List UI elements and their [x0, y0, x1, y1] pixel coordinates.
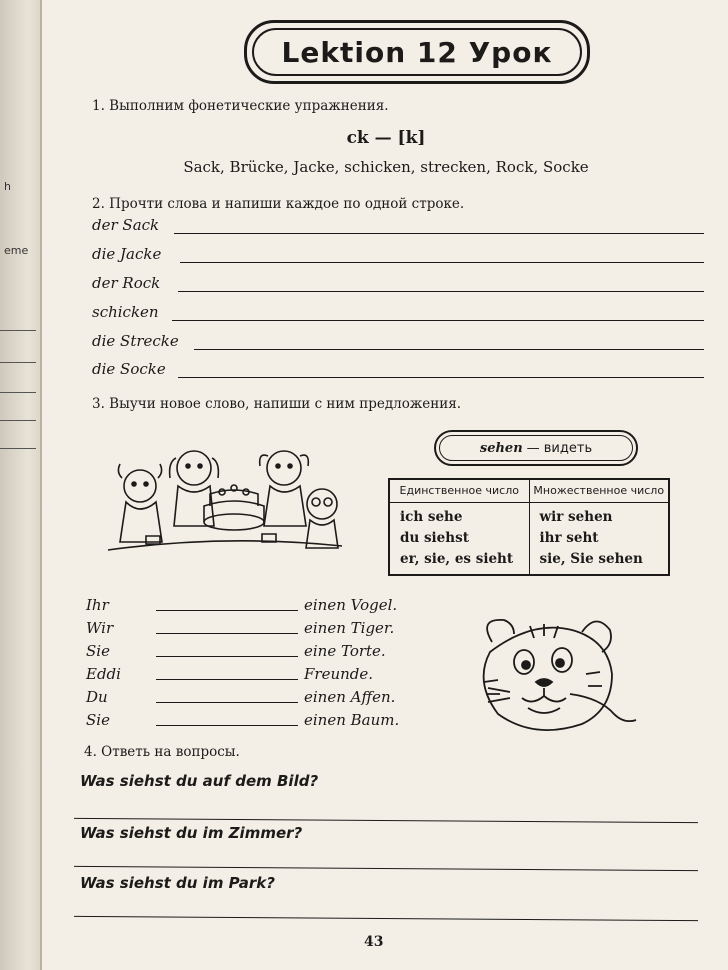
- writing-word: schicken: [92, 303, 159, 321]
- sentence-rest: einen Vogel.: [304, 596, 398, 614]
- sentence-blank: [156, 702, 298, 703]
- answer-line: [74, 916, 698, 921]
- conjugation-form: wir sehen: [539, 508, 613, 525]
- task1-heading: 1. Выполним фонетические упражнения.: [92, 98, 389, 114]
- question-text: Was siehst du im Zimmer?: [80, 824, 303, 842]
- page-number: 43: [364, 934, 384, 950]
- sentence-blank: [156, 656, 298, 657]
- sentence-blank: [156, 725, 298, 726]
- conjugation-form: er, sie, es sieht: [400, 550, 514, 567]
- gutter-line: [0, 330, 36, 331]
- gutter-fragment: h: [4, 180, 11, 193]
- sentence-rest: einen Baum.: [304, 711, 400, 729]
- workbook-page: [44, 0, 728, 970]
- sentence-subject: Wir: [86, 619, 114, 637]
- tiger-head-illustration: [470, 612, 640, 736]
- gutter-line: [0, 420, 36, 421]
- writing-word: der Sack: [92, 216, 160, 234]
- answer-line: [74, 818, 698, 823]
- task3-heading: 3. Выучи новое слово, напиши с ним предложения.: [92, 396, 462, 412]
- writing-row: [92, 272, 704, 296]
- gutter-line: [0, 362, 36, 363]
- answer-line: [74, 866, 698, 871]
- writing-row: [92, 330, 704, 354]
- fill-in-sentence: [86, 617, 395, 639]
- question-text: Was siehst du im Park?: [80, 874, 275, 892]
- gutter-line: [0, 392, 36, 393]
- writing-word: die Strecke: [92, 332, 179, 350]
- vocab-word: sehen: [479, 440, 523, 456]
- sentence-rest: einen Tiger.: [304, 619, 395, 637]
- sentence-rest: einen Affen.: [304, 688, 396, 706]
- fill-in-sentence: [86, 686, 396, 708]
- singular-forms: [389, 502, 529, 574]
- fill-in-sentence: [86, 709, 400, 731]
- table-header-plural: Множественное число: [529, 479, 669, 502]
- writing-word: die Jacke: [92, 245, 162, 263]
- sentence-subject: Sie: [86, 711, 110, 729]
- conjugation-form: ihr seht: [539, 529, 599, 546]
- sentence-subject: Sie: [86, 642, 110, 660]
- sentence-subject: Eddi: [86, 665, 121, 683]
- vocab-pill-frame: [439, 435, 633, 461]
- writing-line: [172, 320, 704, 321]
- conjugation-form: ich sehe: [400, 508, 463, 525]
- writing-word: die Socke: [92, 360, 166, 378]
- table-header-singular: Единственное число: [389, 479, 529, 502]
- vocab-pill: [434, 430, 638, 466]
- writing-row: [92, 358, 704, 382]
- conjugation-table: [388, 478, 670, 576]
- sentence-blank: [156, 610, 298, 611]
- sentence-subject: Ihr: [86, 596, 109, 614]
- writing-row: [92, 214, 704, 238]
- lesson-title-frame: [252, 28, 582, 76]
- lesson-title-badge: [244, 20, 590, 84]
- book-gutter: [0, 0, 42, 970]
- writing-row: [92, 243, 704, 267]
- question-text: Was siehst du auf dem Bild?: [80, 772, 319, 790]
- lesson-title: Lektion 12 Урок: [281, 35, 553, 69]
- task1-words: Sack, Brücke, Jacke, schicken, strecken, Rock, Socke: [183, 158, 589, 176]
- gutter-line: [0, 448, 36, 449]
- sentence-blank: [156, 633, 298, 634]
- writing-line: [178, 291, 704, 292]
- writing-row: [92, 301, 704, 325]
- fill-in-sentence: [86, 640, 386, 662]
- writing-line: [174, 233, 704, 234]
- fill-in-sentence: [86, 594, 398, 616]
- gutter-fragment: eme: [4, 244, 29, 257]
- writing-word: der Rock: [92, 274, 161, 292]
- task4-heading: 4. Ответь на вопросы.: [84, 744, 240, 760]
- sentence-subject: Du: [86, 688, 108, 706]
- sentence-rest: eine Torte.: [304, 642, 386, 660]
- task1-sound: ck — [k]: [346, 128, 426, 148]
- plural-forms: [529, 502, 669, 574]
- sentence-blank: [156, 679, 298, 680]
- writing-line: [194, 349, 704, 350]
- vocab-translation: — видеть: [526, 440, 593, 456]
- sentence-rest: Freunde.: [304, 665, 374, 683]
- fill-in-sentence: [86, 663, 386, 685]
- conjugation-form: sie, Sie sehen: [539, 550, 643, 567]
- children-with-cake-illustration: [106, 438, 346, 568]
- writing-line: [180, 262, 704, 263]
- writing-line: [178, 377, 704, 378]
- conjugation-form: du siehst: [400, 529, 469, 546]
- task2-heading: 2. Прочти слова и напиши каждое по одной строке.: [92, 196, 465, 212]
